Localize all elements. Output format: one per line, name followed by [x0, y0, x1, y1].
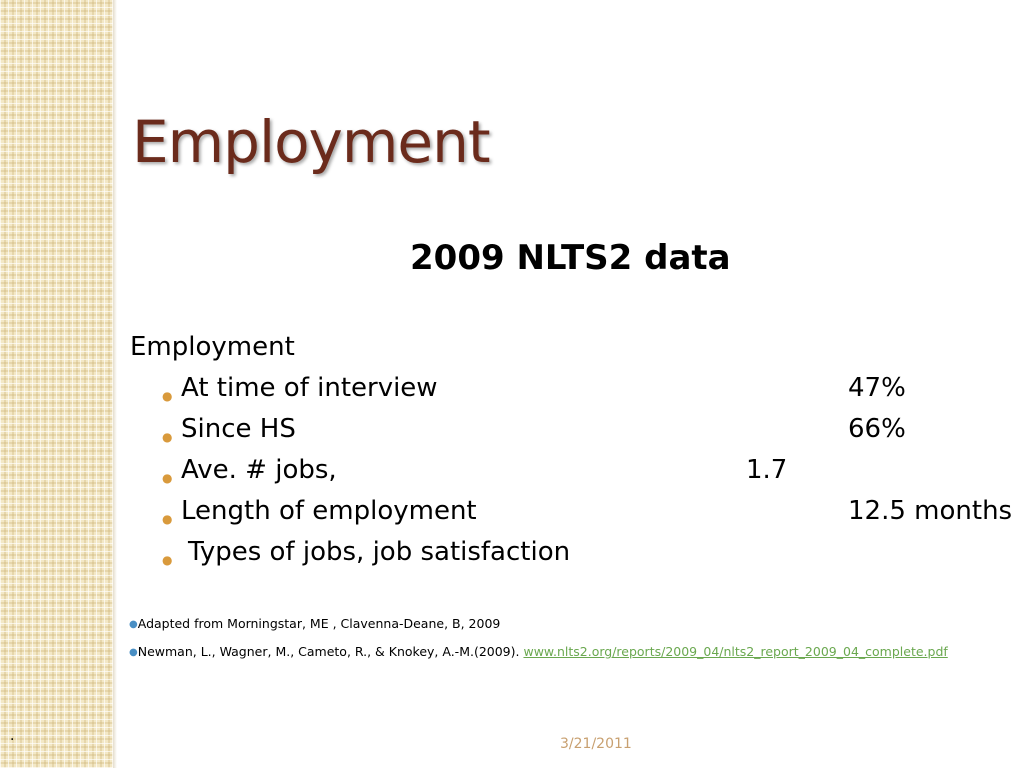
bullet-label: Since HS [181, 414, 296, 444]
bullet-label: Ave. # jobs, [181, 455, 337, 485]
decorative-side-band [0, 0, 113, 768]
bullet-icon: ● [162, 389, 173, 403]
reference-text: Adapted from Morningstar, ME , Clavenna-Deane, B, 2009 [137, 616, 501, 631]
bullet-value: 12.5 months [848, 496, 1013, 526]
reference-item [129, 610, 948, 638]
bullet-item [160, 493, 1020, 534]
bullet-label: At time of interview [181, 373, 438, 403]
section-label: Employment [130, 332, 295, 362]
bullet-icon: ● [162, 430, 173, 444]
corner-mark: . [10, 728, 15, 744]
reference-bullet-icon: ● [129, 619, 138, 630]
employment-bullet-list [160, 370, 1020, 575]
bullet-item [160, 534, 1020, 575]
references [129, 610, 948, 666]
slide-date: 3/21/2011 [560, 736, 632, 752]
slide-title: Employment [132, 108, 490, 176]
data-subheading: 2009 NLTS2 data [410, 238, 731, 278]
bullet-label: Types of jobs, job satisfaction [188, 537, 571, 567]
reference-item [129, 638, 948, 666]
bullet-item [160, 452, 1020, 493]
bullet-value: 47% [848, 373, 906, 403]
bullet-icon: ● [162, 512, 173, 526]
side-band-edge [113, 0, 117, 768]
reference-bullet-icon: ● [129, 647, 138, 658]
bullet-label: Length of employment [181, 496, 477, 526]
bullet-value: 66% [848, 414, 906, 444]
bullet-item [160, 370, 1020, 411]
bullet-item [160, 411, 1020, 452]
reference-text: Newman, L., Wagner, M., Cameto, R., & Knokey, A.-M.(2009). [137, 644, 524, 659]
report-link[interactable]: www.nlts2.org/reports/2009_04/nlts2_report_2009_04_complete.pdf [523, 644, 948, 659]
bullet-icon: ● [162, 471, 173, 485]
bullet-icon: ● [162, 553, 173, 567]
bullet-value: 1.7 [746, 455, 788, 485]
